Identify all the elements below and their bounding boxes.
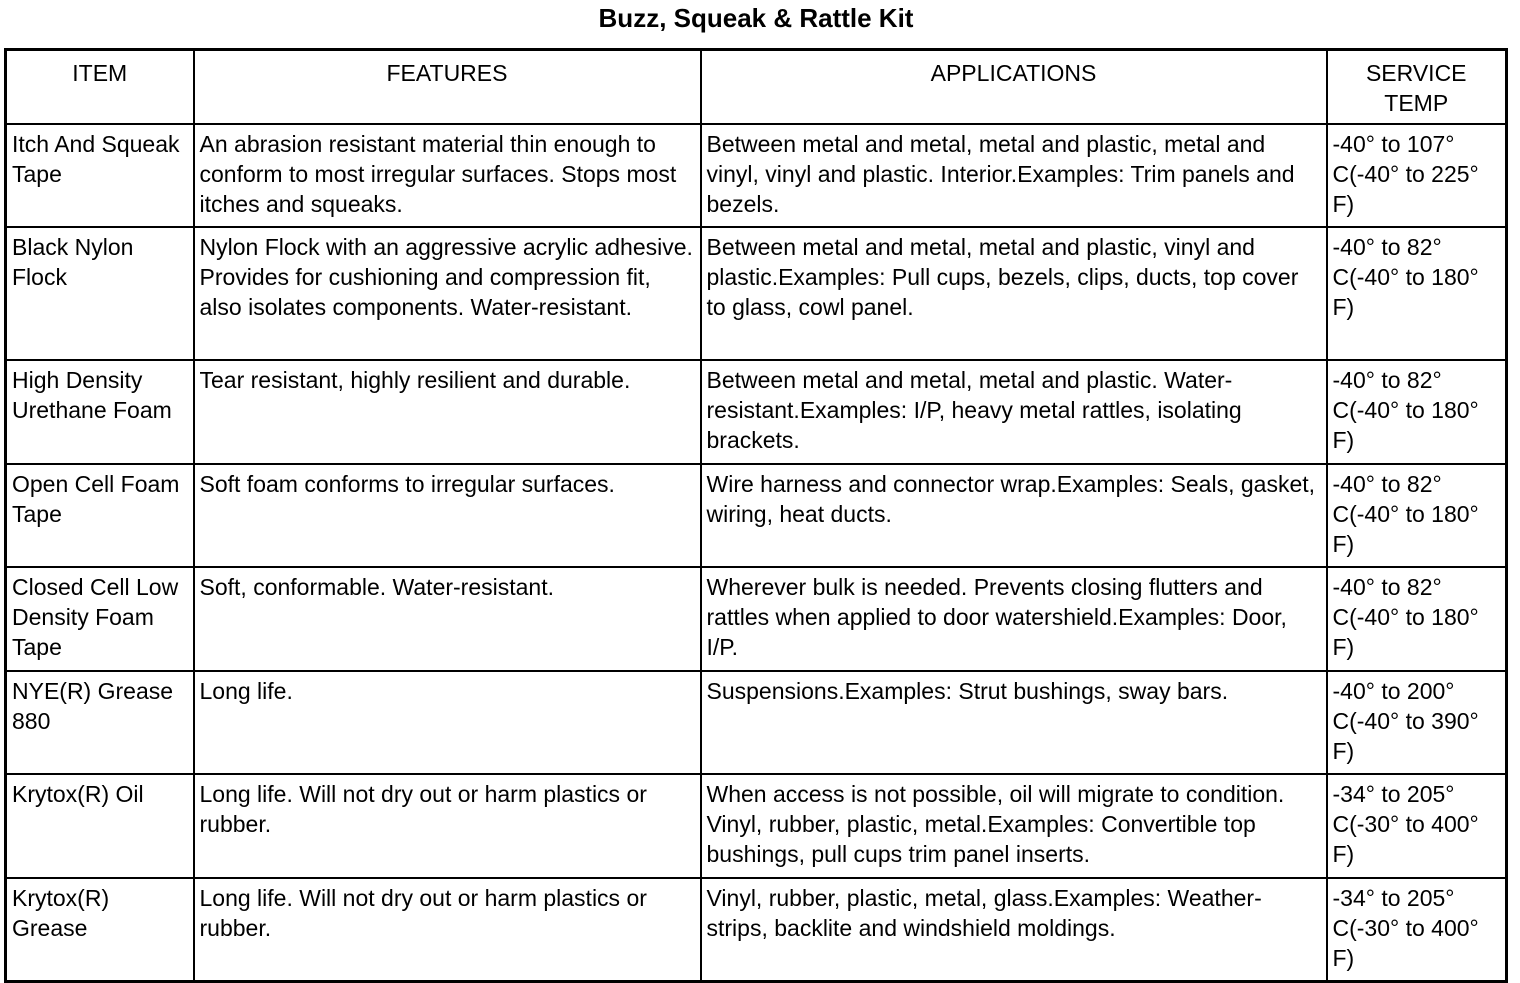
item-cell: Itch And Squeak Tape — [6, 124, 194, 227]
service-temp-cell: -34° to 205° C(-30° to 400° F) — [1327, 774, 1507, 878]
applications-cell: Suspensions.Examples: Strut bushings, sway bars. — [701, 671, 1327, 774]
service-temp-cell: -40° to 82° C(-40° to 180° F) — [1327, 464, 1507, 567]
service-temp-cell: -40° to 82° C(-40° to 180° F) — [1327, 360, 1507, 464]
table-row — [6, 567, 1507, 671]
applications-cell: Between metal and metal, metal and plastic, metal and vinyl, vinyl and plastic. Interior.Examples: Trim panels and bezels. — [701, 124, 1327, 227]
item-cell: Open Cell Foam Tape — [6, 464, 194, 567]
features-column-header: FEATURES — [194, 50, 701, 125]
service-temp-header-line2: TEMP — [1384, 90, 1449, 116]
table-row — [6, 774, 1507, 878]
service-temp-cell: -40° to 82° C(-40° to 180° F) — [1327, 227, 1507, 360]
applications-column-header: APPLICATIONS — [701, 50, 1327, 125]
features-cell: An abrasion resistant material thin enough to conform to most irregular surfaces. Stops most itches and squeaks. — [194, 124, 701, 227]
table-row — [6, 671, 1507, 774]
table-row — [6, 464, 1507, 567]
item-cell: NYE(R) Grease 880 — [6, 671, 194, 774]
features-cell: Tear resistant, highly resilient and durable. — [194, 360, 701, 464]
service-temp-cell: -40° to 107° C(-40° to 225° F) — [1327, 124, 1507, 227]
table-row — [6, 227, 1507, 360]
features-cell: Long life. Will not dry out or harm plastics or rubber. — [194, 774, 701, 878]
service-temp-cell: -40° to 200° C(-40° to 390° F) — [1327, 671, 1507, 774]
features-cell: Soft foam conforms to irregular surfaces. — [194, 464, 701, 567]
item-cell: Krytox(R) Oil — [6, 774, 194, 878]
applications-cell: When access is not possible, oil will migrate to condition. Vinyl, rubber, plastic, metal.Examples: Convertible top bushings, pull cups trim panel inserts. — [701, 774, 1327, 878]
features-cell: Long life. — [194, 671, 701, 774]
features-cell: Long life. Will not dry out or harm plastics or rubber. — [194, 878, 701, 982]
table-row — [6, 124, 1507, 227]
header-row — [6, 50, 1507, 125]
applications-cell: Between metal and metal, metal and plastic. Water-resistant.Examples: I/P, heavy metal rattles, isolating brackets. — [701, 360, 1327, 464]
service-temp-header-line1: SERVICE — [1365, 60, 1467, 86]
applications-cell: Between metal and metal, metal and plastic, vinyl and plastic.Examples: Pull cups, bezels, clips, ducts, top cover to glass, cowl panel. — [701, 227, 1327, 360]
item-cell: Krytox(R) Grease — [6, 878, 194, 982]
item-column-header: ITEM — [6, 50, 194, 125]
applications-cell: Vinyl, rubber, plastic, metal, glass.Examples: Weather-strips, backlite and windshield moldings. — [701, 878, 1327, 982]
table-row — [6, 878, 1507, 982]
service-temp-cell: -40° to 82° C(-40° to 180° F) — [1327, 567, 1507, 671]
table-row — [6, 360, 1507, 464]
applications-cell: Wire harness and connector wrap.Examples: Seals, gasket, wiring, heat ducts. — [701, 464, 1327, 567]
page-title: Buzz, Squeak & Rattle Kit — [598, 3, 914, 33]
service-temp-column-header — [1327, 50, 1507, 125]
features-cell: Nylon Flock with an aggressive acrylic adhesive. Provides for cushioning and compression fit, also isolates components. Water-resistant. — [194, 227, 701, 360]
item-cell: High Density Urethane Foam — [6, 360, 194, 464]
applications-cell: Wherever bulk is needed. Prevents closing flutters and rattles when applied to door watershield.Examples: Door, I/P. — [701, 567, 1327, 671]
kit-table — [4, 48, 1508, 983]
item-cell: Black Nylon Flock — [6, 227, 194, 360]
features-cell: Soft, conformable. Water-resistant. — [194, 567, 701, 671]
item-cell: Closed Cell Low Density Foam Tape — [6, 567, 194, 671]
service-temp-cell: -34° to 205° C(-30° to 400° F) — [1327, 878, 1507, 982]
